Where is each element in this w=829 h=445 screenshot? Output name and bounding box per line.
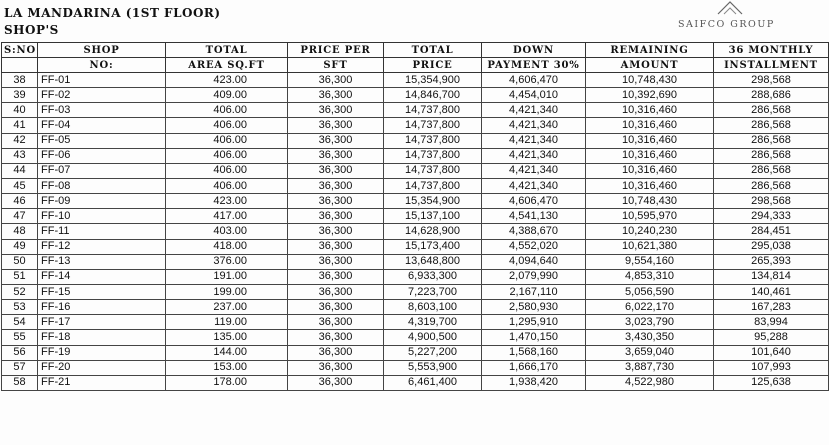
cell-remaining: 10,316,460 xyxy=(586,103,714,118)
cell-price-per-sft: 36,300 xyxy=(288,73,384,88)
cell-remaining: 10,240,230 xyxy=(586,224,714,239)
cell-remaining: 10,748,430 xyxy=(586,73,714,88)
cell-shop-no: FF-21 xyxy=(38,375,166,390)
cell-sno: 58 xyxy=(2,375,38,390)
cell-remaining: 10,748,430 xyxy=(586,194,714,209)
cell-area: 423.00 xyxy=(166,194,288,209)
table-row xyxy=(2,133,829,148)
cell-down-payment: 4,421,340 xyxy=(482,118,586,133)
cell-shop-no: FF-19 xyxy=(38,345,166,360)
table-row xyxy=(2,194,829,209)
cell-area: 423.00 xyxy=(166,73,288,88)
cell-area: 178.00 xyxy=(166,375,288,390)
cell-down-payment: 4,606,470 xyxy=(482,73,586,88)
table-row xyxy=(2,375,829,390)
cell-price-per-sft: 36,300 xyxy=(288,300,384,315)
cell-area: 406.00 xyxy=(166,103,288,118)
cell-sno: 54 xyxy=(2,315,38,330)
cell-down-payment: 4,421,340 xyxy=(482,178,586,193)
cell-shop-no: FF-15 xyxy=(38,284,166,299)
cell-price-per-sft: 36,300 xyxy=(288,178,384,193)
table-row xyxy=(2,345,829,360)
company-logo xyxy=(676,0,786,34)
cell-sno: 46 xyxy=(2,194,38,209)
cell-sno: 56 xyxy=(2,345,38,360)
col-subheader-price-per: SFT xyxy=(288,58,384,73)
cell-remaining: 10,595,970 xyxy=(586,209,714,224)
cell-total-price: 15,137,100 xyxy=(384,209,482,224)
cell-sno: 42 xyxy=(2,133,38,148)
cell-total-price: 14,628,900 xyxy=(384,224,482,239)
cell-price-per-sft: 36,300 xyxy=(288,133,384,148)
cell-remaining: 4,522,980 xyxy=(586,375,714,390)
cell-total-price: 4,900,500 xyxy=(384,330,482,345)
cell-area: 191.00 xyxy=(166,269,288,284)
cell-price-per-sft: 36,300 xyxy=(288,163,384,178)
cell-price-per-sft: 36,300 xyxy=(288,118,384,133)
table-row xyxy=(2,73,829,88)
cell-price-per-sft: 36,300 xyxy=(288,284,384,299)
cell-sno: 49 xyxy=(2,239,38,254)
table-row xyxy=(2,209,829,224)
table-row xyxy=(2,360,829,375)
cell-total-price: 15,354,900 xyxy=(384,73,482,88)
table-row xyxy=(2,103,829,118)
col-subheader-total-price: PRICE xyxy=(384,58,482,73)
cell-total-price: 7,223,700 xyxy=(384,284,482,299)
cell-price-per-sft: 36,300 xyxy=(288,375,384,390)
cell-shop-no: FF-01 xyxy=(38,73,166,88)
cell-remaining: 6,022,170 xyxy=(586,300,714,315)
cell-price-per-sft: 36,300 xyxy=(288,345,384,360)
table-row xyxy=(2,269,829,284)
cell-total-price: 14,737,800 xyxy=(384,163,482,178)
cell-shop-no: FF-09 xyxy=(38,194,166,209)
cell-down-payment: 1,295,910 xyxy=(482,315,586,330)
cell-installment: 95,288 xyxy=(714,330,829,345)
cell-installment: 286,568 xyxy=(714,118,829,133)
cell-total-price: 4,319,700 xyxy=(384,315,482,330)
cell-installment: 286,568 xyxy=(714,178,829,193)
cell-total-price: 14,737,800 xyxy=(384,103,482,118)
cell-total-price: 8,603,100 xyxy=(384,300,482,315)
cell-down-payment: 4,094,640 xyxy=(482,254,586,269)
table-header xyxy=(2,43,829,73)
table-row xyxy=(2,224,829,239)
col-header-down-payment: DOWN xyxy=(482,43,586,58)
cell-shop-no: FF-13 xyxy=(38,254,166,269)
cell-down-payment: 2,167,110 xyxy=(482,284,586,299)
cell-sno: 52 xyxy=(2,284,38,299)
col-header-remaining: REMAINING xyxy=(586,43,714,58)
cell-total-price: 15,354,900 xyxy=(384,194,482,209)
cell-remaining: 10,621,380 xyxy=(586,239,714,254)
cell-shop-no: FF-11 xyxy=(38,224,166,239)
cell-sno: 57 xyxy=(2,360,38,375)
cell-price-per-sft: 36,300 xyxy=(288,209,384,224)
table-row xyxy=(2,163,829,178)
cell-area: 406.00 xyxy=(166,133,288,148)
cell-area: 403.00 xyxy=(166,224,288,239)
cell-price-per-sft: 36,300 xyxy=(288,88,384,103)
cell-sno: 53 xyxy=(2,300,38,315)
cell-remaining: 10,316,460 xyxy=(586,133,714,148)
col-subheader-installment: INSTALLMENT xyxy=(714,58,829,73)
logo-mark-icon xyxy=(716,0,744,16)
cell-sno: 40 xyxy=(2,103,38,118)
cell-total-price: 5,227,200 xyxy=(384,345,482,360)
cell-installment: 265,393 xyxy=(714,254,829,269)
cell-area: 406.00 xyxy=(166,178,288,193)
col-subheader-shop: NO: xyxy=(38,58,166,73)
cell-installment: 125,638 xyxy=(714,375,829,390)
cell-area: 119.00 xyxy=(166,315,288,330)
table-row xyxy=(2,300,829,315)
cell-sno: 41 xyxy=(2,118,38,133)
cell-area: 406.00 xyxy=(166,148,288,163)
cell-sno: 43 xyxy=(2,148,38,163)
cell-sno: 47 xyxy=(2,209,38,224)
cell-price-per-sft: 36,300 xyxy=(288,239,384,254)
cell-down-payment: 2,580,930 xyxy=(482,300,586,315)
cell-shop-no: FF-18 xyxy=(38,330,166,345)
pricing-table xyxy=(1,42,829,391)
col-header-total-area: TOTAL xyxy=(166,43,288,58)
cell-price-per-sft: 36,300 xyxy=(288,269,384,284)
cell-shop-no: FF-07 xyxy=(38,163,166,178)
cell-shop-no: FF-10 xyxy=(38,209,166,224)
cell-down-payment: 1,470,150 xyxy=(482,330,586,345)
cell-price-per-sft: 36,300 xyxy=(288,103,384,118)
cell-remaining: 5,056,590 xyxy=(586,284,714,299)
cell-price-per-sft: 36,300 xyxy=(288,360,384,375)
cell-installment: 83,994 xyxy=(714,315,829,330)
cell-remaining: 4,853,310 xyxy=(586,269,714,284)
cell-down-payment: 1,666,170 xyxy=(482,360,586,375)
cell-installment: 107,993 xyxy=(714,360,829,375)
cell-shop-no: FF-16 xyxy=(38,300,166,315)
cell-total-price: 14,846,700 xyxy=(384,88,482,103)
cell-remaining: 3,887,730 xyxy=(586,360,714,375)
header-row-1 xyxy=(2,43,829,58)
cell-remaining: 9,554,160 xyxy=(586,254,714,269)
cell-shop-no: FF-08 xyxy=(38,178,166,193)
table-row xyxy=(2,330,829,345)
cell-shop-no: FF-12 xyxy=(38,239,166,254)
cell-shop-no: FF-03 xyxy=(38,103,166,118)
cell-sno: 48 xyxy=(2,224,38,239)
cell-down-payment: 4,454,010 xyxy=(482,88,586,103)
cell-installment: 134,814 xyxy=(714,269,829,284)
col-header-total-price: TOTAL xyxy=(384,43,482,58)
cell-area: 199.00 xyxy=(166,284,288,299)
cell-down-payment: 4,421,340 xyxy=(482,133,586,148)
cell-remaining: 10,316,460 xyxy=(586,178,714,193)
cell-sno: 45 xyxy=(2,178,38,193)
cell-sno: 44 xyxy=(2,163,38,178)
cell-shop-no: FF-20 xyxy=(38,360,166,375)
cell-total-price: 6,461,400 xyxy=(384,375,482,390)
cell-area: 417.00 xyxy=(166,209,288,224)
cell-area: 376.00 xyxy=(166,254,288,269)
cell-installment: 286,568 xyxy=(714,163,829,178)
cell-installment: 298,568 xyxy=(714,73,829,88)
table-row xyxy=(2,315,829,330)
page-title: LA MANDARINA (1ST FLOOR) xyxy=(4,6,221,20)
cell-shop-no: FF-04 xyxy=(38,118,166,133)
cell-price-per-sft: 36,300 xyxy=(288,148,384,163)
col-subheader-remaining: AMOUNT xyxy=(586,58,714,73)
col-header-sno: S:NO xyxy=(2,43,38,58)
cell-remaining: 10,316,460 xyxy=(586,148,714,163)
col-subheader-total-area: AREA SQ.FT xyxy=(166,58,288,73)
cell-installment: 101,640 xyxy=(714,345,829,360)
table-row xyxy=(2,118,829,133)
cell-sno: 51 xyxy=(2,269,38,284)
cell-price-per-sft: 36,300 xyxy=(288,330,384,345)
table-row xyxy=(2,178,829,193)
cell-installment: 294,333 xyxy=(714,209,829,224)
cell-down-payment: 4,541,130 xyxy=(482,209,586,224)
logo-text: SAIFCO GROUP xyxy=(678,19,775,30)
cell-total-price: 5,553,900 xyxy=(384,360,482,375)
cell-area: 409.00 xyxy=(166,88,288,103)
cell-shop-no: FF-05 xyxy=(38,133,166,148)
cell-installment: 286,568 xyxy=(714,103,829,118)
table-row xyxy=(2,254,829,269)
cell-total-price: 14,737,800 xyxy=(384,148,482,163)
cell-installment: 298,568 xyxy=(714,194,829,209)
cell-total-price: 14,737,800 xyxy=(384,118,482,133)
cell-remaining: 3,430,350 xyxy=(586,330,714,345)
cell-shop-no: FF-17 xyxy=(38,315,166,330)
cell-down-payment: 4,421,340 xyxy=(482,148,586,163)
cell-installment: 286,568 xyxy=(714,133,829,148)
col-subheader-sno xyxy=(2,58,38,73)
cell-price-per-sft: 36,300 xyxy=(288,315,384,330)
table-row xyxy=(2,148,829,163)
cell-shop-no: FF-06 xyxy=(38,148,166,163)
cell-sno: 39 xyxy=(2,88,38,103)
cell-sno: 50 xyxy=(2,254,38,269)
col-header-price-per: PRICE PER xyxy=(288,43,384,58)
cell-shop-no: FF-02 xyxy=(38,88,166,103)
cell-down-payment: 2,079,990 xyxy=(482,269,586,284)
page-subtitle: SHOP'S xyxy=(4,23,59,37)
cell-price-per-sft: 36,300 xyxy=(288,194,384,209)
cell-area: 406.00 xyxy=(166,118,288,133)
cell-total-price: 15,173,400 xyxy=(384,239,482,254)
cell-installment: 284,451 xyxy=(714,224,829,239)
cell-sno: 38 xyxy=(2,73,38,88)
cell-down-payment: 4,421,340 xyxy=(482,163,586,178)
cell-down-payment: 4,552,020 xyxy=(482,239,586,254)
cell-total-price: 14,737,800 xyxy=(384,178,482,193)
cell-installment: 295,038 xyxy=(714,239,829,254)
cell-remaining: 3,023,790 xyxy=(586,315,714,330)
cell-price-per-sft: 36,300 xyxy=(288,224,384,239)
cell-remaining: 10,316,460 xyxy=(586,118,714,133)
cell-down-payment: 4,421,340 xyxy=(482,103,586,118)
col-header-shop: SHOP xyxy=(38,43,166,58)
cell-down-payment: 1,938,420 xyxy=(482,375,586,390)
cell-area: 153.00 xyxy=(166,360,288,375)
table-row xyxy=(2,88,829,103)
table-body xyxy=(2,73,829,391)
cell-total-price: 13,648,800 xyxy=(384,254,482,269)
cell-area: 418.00 xyxy=(166,239,288,254)
col-header-installment: 36 MONTHLY xyxy=(714,43,829,58)
cell-price-per-sft: 36,300 xyxy=(288,254,384,269)
table-row xyxy=(2,239,829,254)
cell-installment: 286,568 xyxy=(714,148,829,163)
cell-area: 406.00 xyxy=(166,163,288,178)
cell-total-price: 6,933,300 xyxy=(384,269,482,284)
cell-remaining: 3,659,040 xyxy=(586,345,714,360)
header-row-2 xyxy=(2,58,829,73)
cell-down-payment: 4,606,470 xyxy=(482,194,586,209)
table-row xyxy=(2,284,829,299)
cell-area: 135.00 xyxy=(166,330,288,345)
col-subheader-down-payment: PAYMENT 30% xyxy=(482,58,586,73)
cell-installment: 288,686 xyxy=(714,88,829,103)
cell-installment: 167,283 xyxy=(714,300,829,315)
cell-installment: 140,461 xyxy=(714,284,829,299)
cell-total-price: 14,737,800 xyxy=(384,133,482,148)
cell-shop-no: FF-14 xyxy=(38,269,166,284)
cell-remaining: 10,392,690 xyxy=(586,88,714,103)
cell-down-payment: 1,568,160 xyxy=(482,345,586,360)
cell-area: 237.00 xyxy=(166,300,288,315)
cell-remaining: 10,316,460 xyxy=(586,163,714,178)
cell-down-payment: 4,388,670 xyxy=(482,224,586,239)
cell-area: 144.00 xyxy=(166,345,288,360)
cell-sno: 55 xyxy=(2,330,38,345)
